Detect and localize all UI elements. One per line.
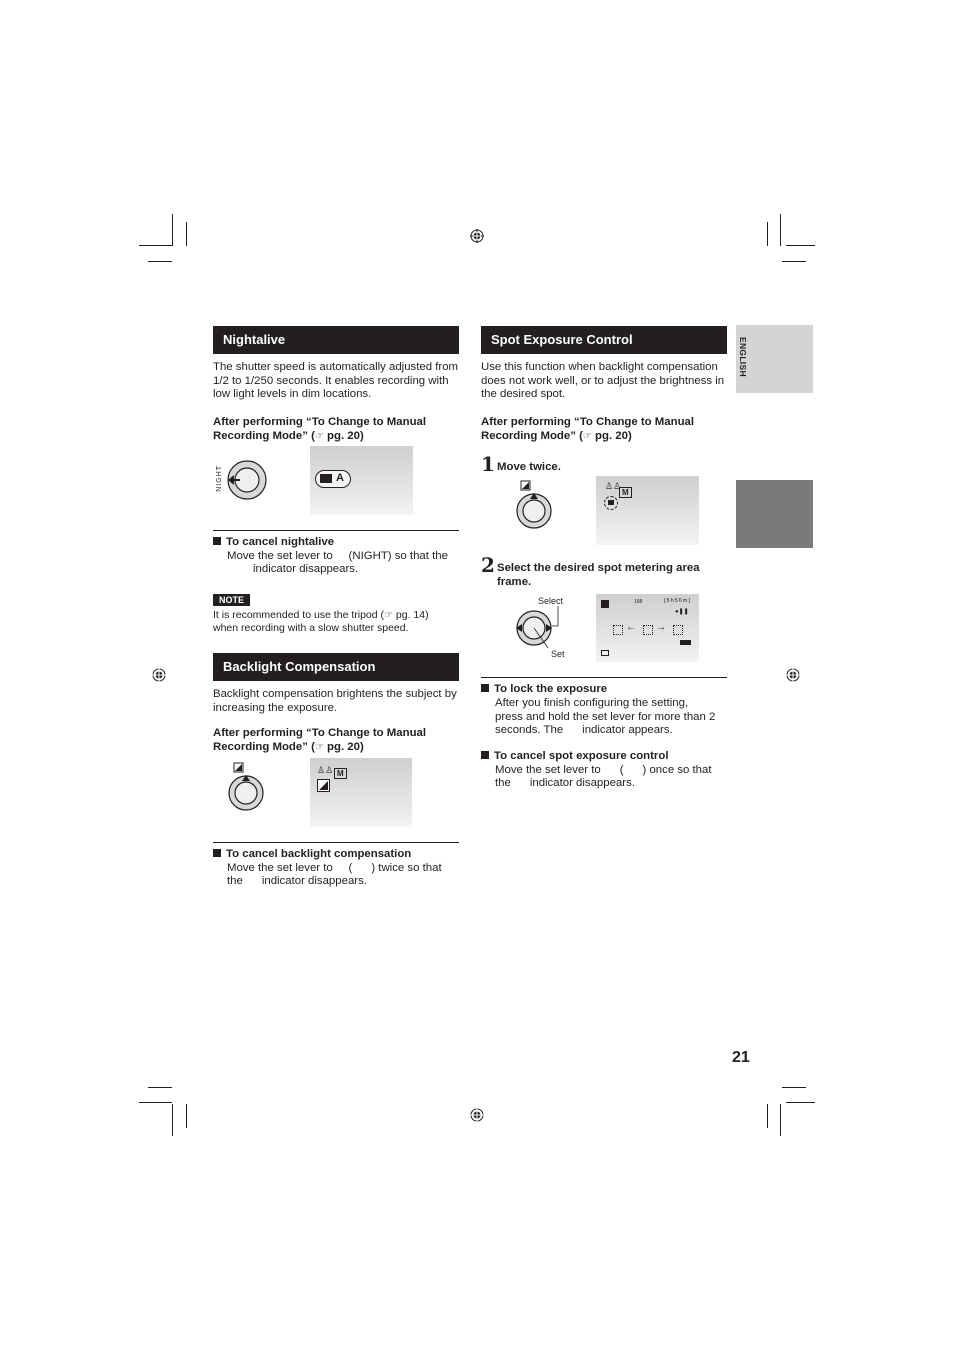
registration-mark-icon — [470, 1108, 484, 1122]
backlight-body: Backlight compensation brightens the subject by increasing the exposure. — [213, 688, 457, 714]
hand-pointer-icon: ☞ — [384, 610, 393, 621]
night-indicator-icon: A — [315, 470, 351, 488]
backlight-cancel-text1: Move the set lever to ( ) twice so that — [227, 862, 442, 874]
nightalive-cancel-text2: indicator disappears. — [253, 563, 359, 575]
nightalive-heading: Nightalive — [213, 326, 459, 354]
remaining-time: [5h56m] — [664, 598, 691, 604]
record-indicator-icon: ●❚❚ — [675, 609, 689, 615]
nightalive-cancel-title: To cancel nightalive — [213, 536, 334, 550]
spot-exposure-icon — [601, 600, 609, 608]
set-lever-select-icon — [512, 604, 562, 654]
recording-count: 168 — [634, 599, 643, 605]
spot-frame-right — [673, 625, 683, 635]
battery-icon — [680, 640, 691, 645]
backlight-cancel-title: To cancel backlight compensation — [213, 848, 411, 862]
nightalive-lcd-screen — [310, 446, 413, 515]
hand-pointer-icon: ☞ — [314, 430, 324, 442]
language-side-tab — [736, 325, 813, 393]
step-1-text: Move twice. — [497, 461, 561, 473]
backlight-instruction: After performing “To Change to Manual Recording Mode” (☞ pg. 20) — [213, 727, 427, 753]
lock-exposure-text3: seconds. The indicator appears. — [495, 724, 673, 736]
backlight-heading: Backlight Compensation — [213, 653, 459, 681]
spot-exposure-icon — [604, 496, 618, 510]
backlight-lcd-screen — [310, 758, 412, 827]
spot-cancel-text2: the indicator disappears. — [495, 777, 635, 789]
nightalive-body: The shutter speed is automatically adjusted from 1/2 to 1/250 seconds. It enables recording with low light levels in dim locations. — [213, 361, 459, 401]
lock-exposure-title: To lock the exposure — [481, 683, 607, 697]
spot-frame-center — [643, 625, 653, 635]
lever-night-label: NIGHT — [216, 465, 223, 492]
arrow-right-icon: → — [656, 622, 666, 633]
lock-exposure-text1: After you finish configuring the setting, — [495, 697, 689, 709]
select-label: Select — [538, 596, 564, 606]
hand-pointer-icon: ☞ — [314, 741, 324, 753]
registration-mark-icon — [786, 668, 800, 682]
manual-mode-icon: ♙♙ — [605, 481, 622, 491]
note-text1: It is recommended to use the tripod (☞ pg. 14) — [213, 609, 429, 621]
backlight-indicator-icon — [317, 779, 330, 792]
nightalive-cancel-text1: Move the set lever to (NIGHT) so that the — [227, 550, 448, 562]
step-2-text: Select the desired spot metering area frame. — [497, 562, 700, 588]
hand-pointer-icon: ☞ — [582, 430, 592, 442]
nightalive-instruction: After performing “To Change to Manual Recording Mode” (☞ pg. 20) — [213, 416, 427, 442]
tape-icon — [601, 650, 609, 656]
set-lever-backlight-icon — [226, 762, 270, 812]
set-lever-night-icon — [215, 458, 271, 504]
arrow-left-icon: ← — [626, 622, 636, 633]
lock-exposure-text2: press and hold the set lever for more than 2 — [495, 711, 716, 723]
set-lever-spot-icon — [512, 480, 556, 530]
spot-frame-left — [613, 625, 623, 635]
manual-mode-badge: M — [334, 768, 347, 779]
note-badge: NOTE — [213, 594, 250, 606]
spot-cancel-text1: Move the set lever to ( ) once so that — [495, 764, 712, 776]
page-number: 21 — [732, 1049, 750, 1066]
backlight-cancel-text2: the indicator disappears. — [227, 875, 367, 887]
step-1-number: 1 — [481, 452, 495, 476]
spot-instruction: After performing “To Change to Manual Recording Mode” (☞ pg. 20) — [481, 416, 695, 442]
spot-heading: Spot Exposure Control — [481, 326, 727, 354]
note-text2: when recording with a slow shutter speed. — [213, 622, 409, 634]
spot-cancel-title: To cancel spot exposure control — [481, 750, 668, 764]
manual-mode-icon: ♙♙ — [317, 765, 334, 775]
spot-body: Use this function when backlight compensation does not work well, or to adjust the brightness in the desired spot. — [481, 361, 725, 401]
registration-mark-icon — [470, 229, 484, 243]
manual-mode-badge: M — [619, 487, 632, 498]
step-2-number: 2 — [481, 553, 495, 577]
chapter-side-tab — [736, 480, 813, 548]
spot-lcd-screen-1 — [596, 476, 699, 545]
spot-lcd-screen-2 — [596, 594, 699, 662]
registration-mark-icon — [152, 668, 166, 682]
language-label: ENGLISH — [738, 337, 748, 377]
set-label: Set — [551, 649, 565, 659]
